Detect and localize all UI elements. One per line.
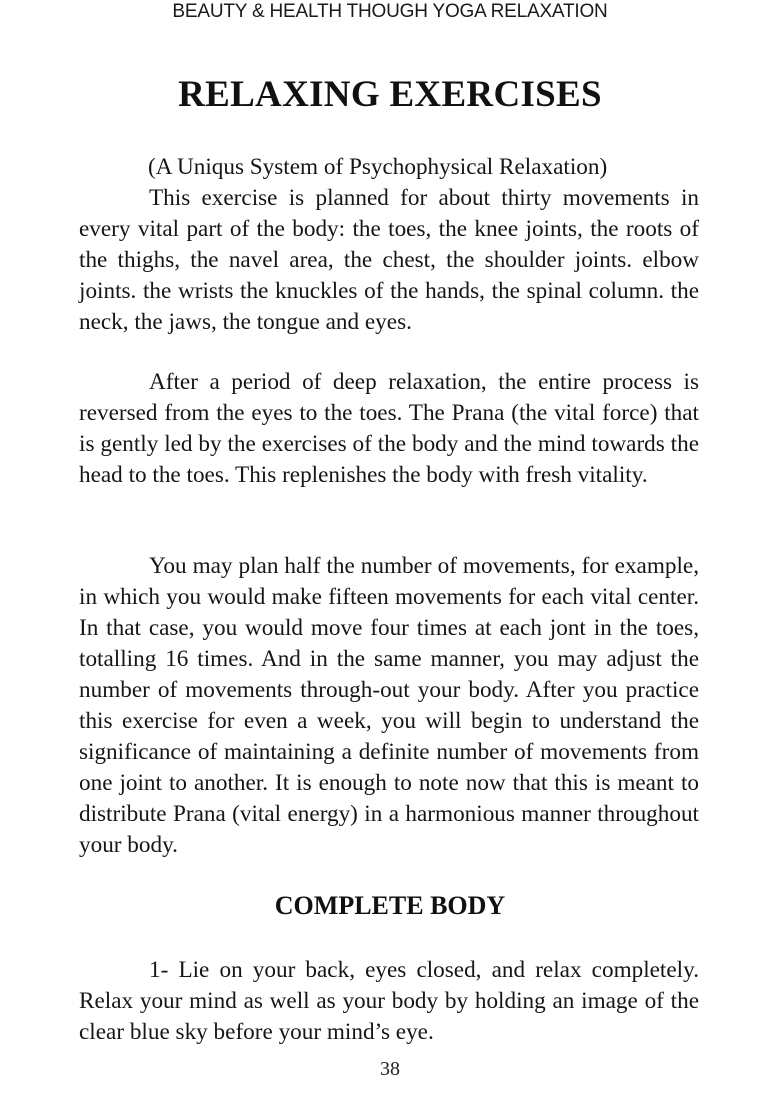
section-paragraph: 1- Lie on your back, eyes closed, and relax completely. Relax your mind as well as your body by holding an image of the clear blue sky before your mind’s eye. — [79, 957, 699, 1045]
chapter-title: RELAXING EXERCISES — [178, 74, 602, 115]
chapter-subtitle: (A Uniqus System of Psychophysical Relaxation) — [148, 154, 608, 180]
body-paragraph: You may plan half the number of movements, for example, in which you would make fifteen movements for each vital center. In that case, you would move four times at each jont in the toes, totalling 16 times. And in the same manner, you may adjust the number of movements through-out your body. After you practice this exercise for even a week, you will begin to understand the significance of maintaining a definite number of movements from one joint to another. It is enough to note now that this is meant to distribute Prana (vital energy) in a harmonious manner throughout your body. — [79, 553, 699, 858]
body-paragraph: This exercise is planned for about thirty movements in every vital part of the body: the toes, the knee joints, the roots of the thighs, the navel area, the chest, the shoulder joints. elbow joints. the wrists the knuckles of the hands, the spinal column. the neck, the jaws, the tongue and eyes. — [79, 185, 699, 335]
body-paragraph: After a period of deep relaxation, the entire process is reversed from the eyes to the toes. The Prana (the vital force) that is gently led by the exercises of the body and the mind towards the head to the toes. This replenishes the body with fresh vitality. — [79, 369, 699, 488]
running-header: BEAUTY & HEALTH THOUGH YOGA RELAXATION — [172, 1, 608, 22]
body-paragraph-2-block — [79, 367, 699, 491]
section-paragraph-block — [79, 955, 699, 1048]
body-paragraph-3-block — [79, 551, 699, 861]
page-number: 38 — [380, 1058, 400, 1080]
section-title: COMPLETE BODY — [274, 891, 506, 920]
body-paragraph-1-block — [79, 183, 699, 338]
